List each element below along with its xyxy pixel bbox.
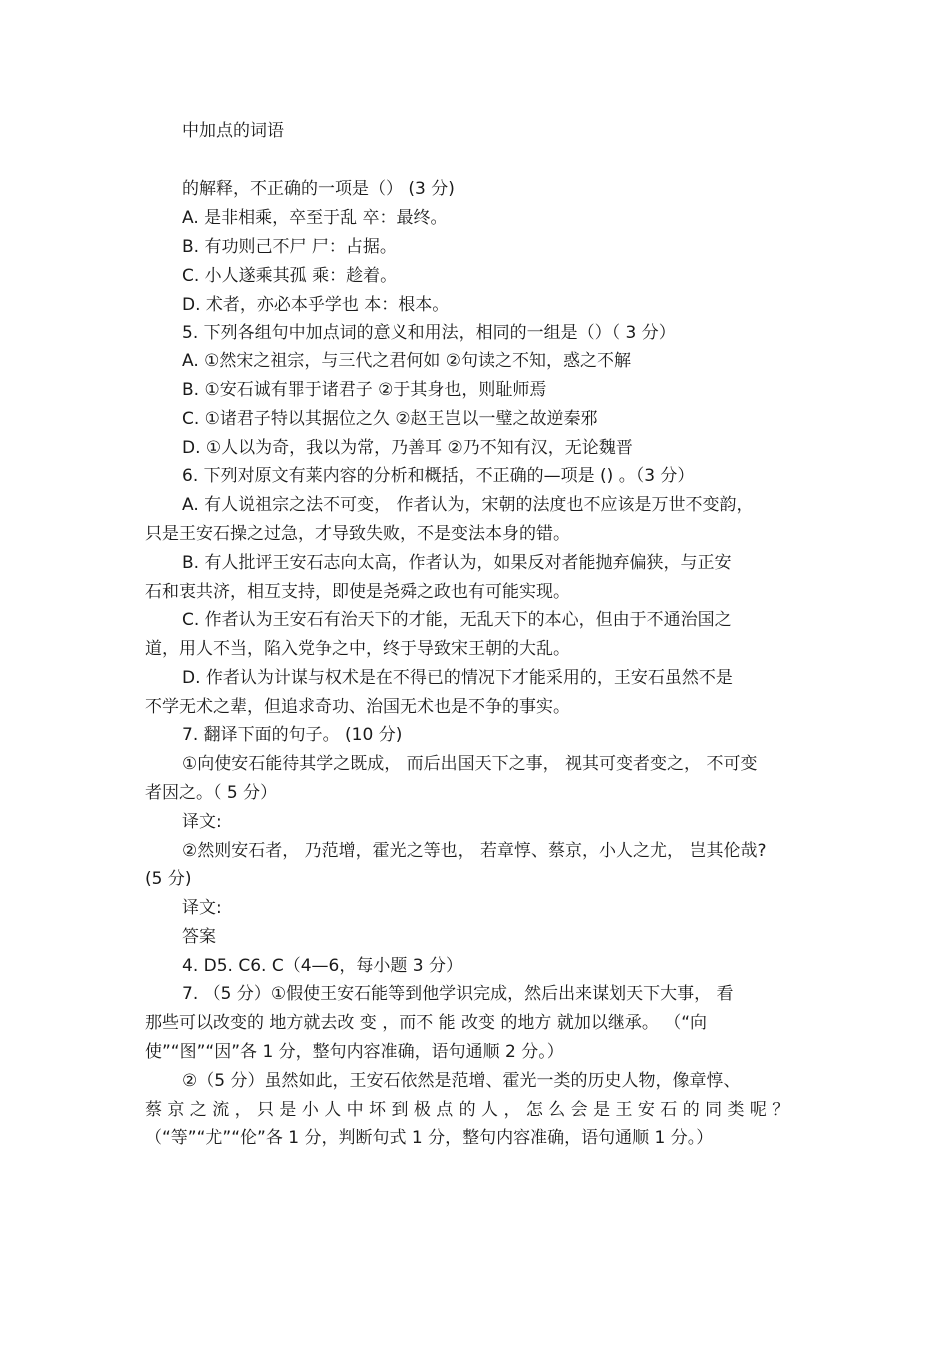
text-line: 石和衷共济，相互支持，即使是尧舜之政也有可能实现。	[145, 582, 570, 602]
text-line: 只是王安石操之过急，才导致失败，不是变法本身的错。	[145, 524, 570, 544]
text-line: C. 作者认为王安石有治天下的才能，无乱天下的本心，但由于不通治国之	[182, 610, 732, 630]
question-6-stem: 6. 下列对原文有莱内容的分析和概括，不正确的—项是 () 。（3 分）	[182, 466, 695, 486]
translation-label: 译文:	[182, 812, 222, 832]
text-line: （“等”“尤”“伦”各 1 分，判断句式 1 分，整句内容准确，语句通顺 1 分。）	[145, 1128, 714, 1148]
text-line: B. ①安石诚有罪于诸君子 ②于其身也，则耻师焉	[182, 380, 547, 400]
text-line: C. ①诸君子特以其据位之久 ②赵王岂以一璧之故逆秦邪	[182, 409, 598, 429]
text-line: 道，用人不当，陷入党争之中，终于导致宋王朝的大乱。	[145, 639, 570, 659]
text-line: ②（5 分）虽然如此，王安石依然是范增、霍光一类的历史人物，像章惇、	[182, 1071, 741, 1091]
answer-heading: 答案	[182, 927, 216, 947]
text-line: C. 小人遂乘其孤 乘：趁着。	[182, 266, 398, 286]
question-7-stem: 7. 翻译下面的句子。 (10 分)	[182, 725, 403, 745]
text-line: D. 作者认为计谋与权术是在不得已的情况下才能采用的，王安石虽然不是	[182, 668, 733, 688]
text-line: B. 有功则己不尸 尸：占据。	[182, 237, 397, 257]
text-line: (5 分)	[145, 869, 192, 889]
text-line: 不学无术之辈，但追求奇功、治国无术也是不争的事实。	[145, 697, 570, 717]
text-line: 者因之。（ 5 分）	[145, 783, 278, 803]
text-line: 使”“图”“因”各 1 分，整句内容准确，语句通顺 2 分。）	[145, 1042, 564, 1062]
text-line: 7. （5 分）①假使王安石能等到他学识完成，然后出来谋划天下大事， 看	[182, 984, 734, 1004]
text-line: 的解释，不正确的一项是（） (3 分)	[182, 179, 455, 199]
text-line: D. 术者，亦必本乎学也 本：根本。	[182, 295, 450, 315]
text-line: 蔡 京 之 流 ， 只 是 小 人 中 坏 到 极 点 的 人 ， 怎 么 会 是 王 安 石 的 同 类 呢 ？	[145, 1100, 790, 1120]
text-line: 那些可以改变的 地方就去改 变 ，而不 能 改变 的地方 就加以继承。 （“向	[145, 1013, 708, 1033]
text-line: D. ①人以为奇，我以为常，乃善耳 ②乃不知有汉，无论魏晋	[182, 438, 633, 458]
translation-label: 译文:	[182, 898, 222, 918]
question-5-stem: 5. 下列各组句中加点词的意义和用法，相同的一组是（）（ 3 分）	[182, 323, 676, 343]
text-line: ②然则安石者， 乃范增，霍光之等也， 若章惇、蔡京，小人之尤， 岂其伦哉?	[182, 841, 767, 861]
text-line: A. ①然宋之祖宗，与三代之君何如 ②句读之不知，惑之不解	[182, 351, 632, 371]
text-line: A. 是非相乘，卒至于乱 卒：最终。	[182, 208, 448, 228]
text-line: ①向使安石能待其学之既成， 而后出国天下之事， 视其可变者变之， 不可变	[182, 754, 758, 774]
text-line: A. 有人说祖宗之法不可变， 作者认为，宋朝的法度也不应该是万世不变韵，	[182, 495, 754, 515]
text-line: 中加点的词语	[182, 121, 284, 141]
text-line: 4. D5. C6. C（4—6，每小题 3 分）	[182, 956, 463, 976]
text-line: B. 有人批评王安石志向太高，作者认为，如果反对者能抛弃偏狭，与正安	[182, 553, 732, 573]
